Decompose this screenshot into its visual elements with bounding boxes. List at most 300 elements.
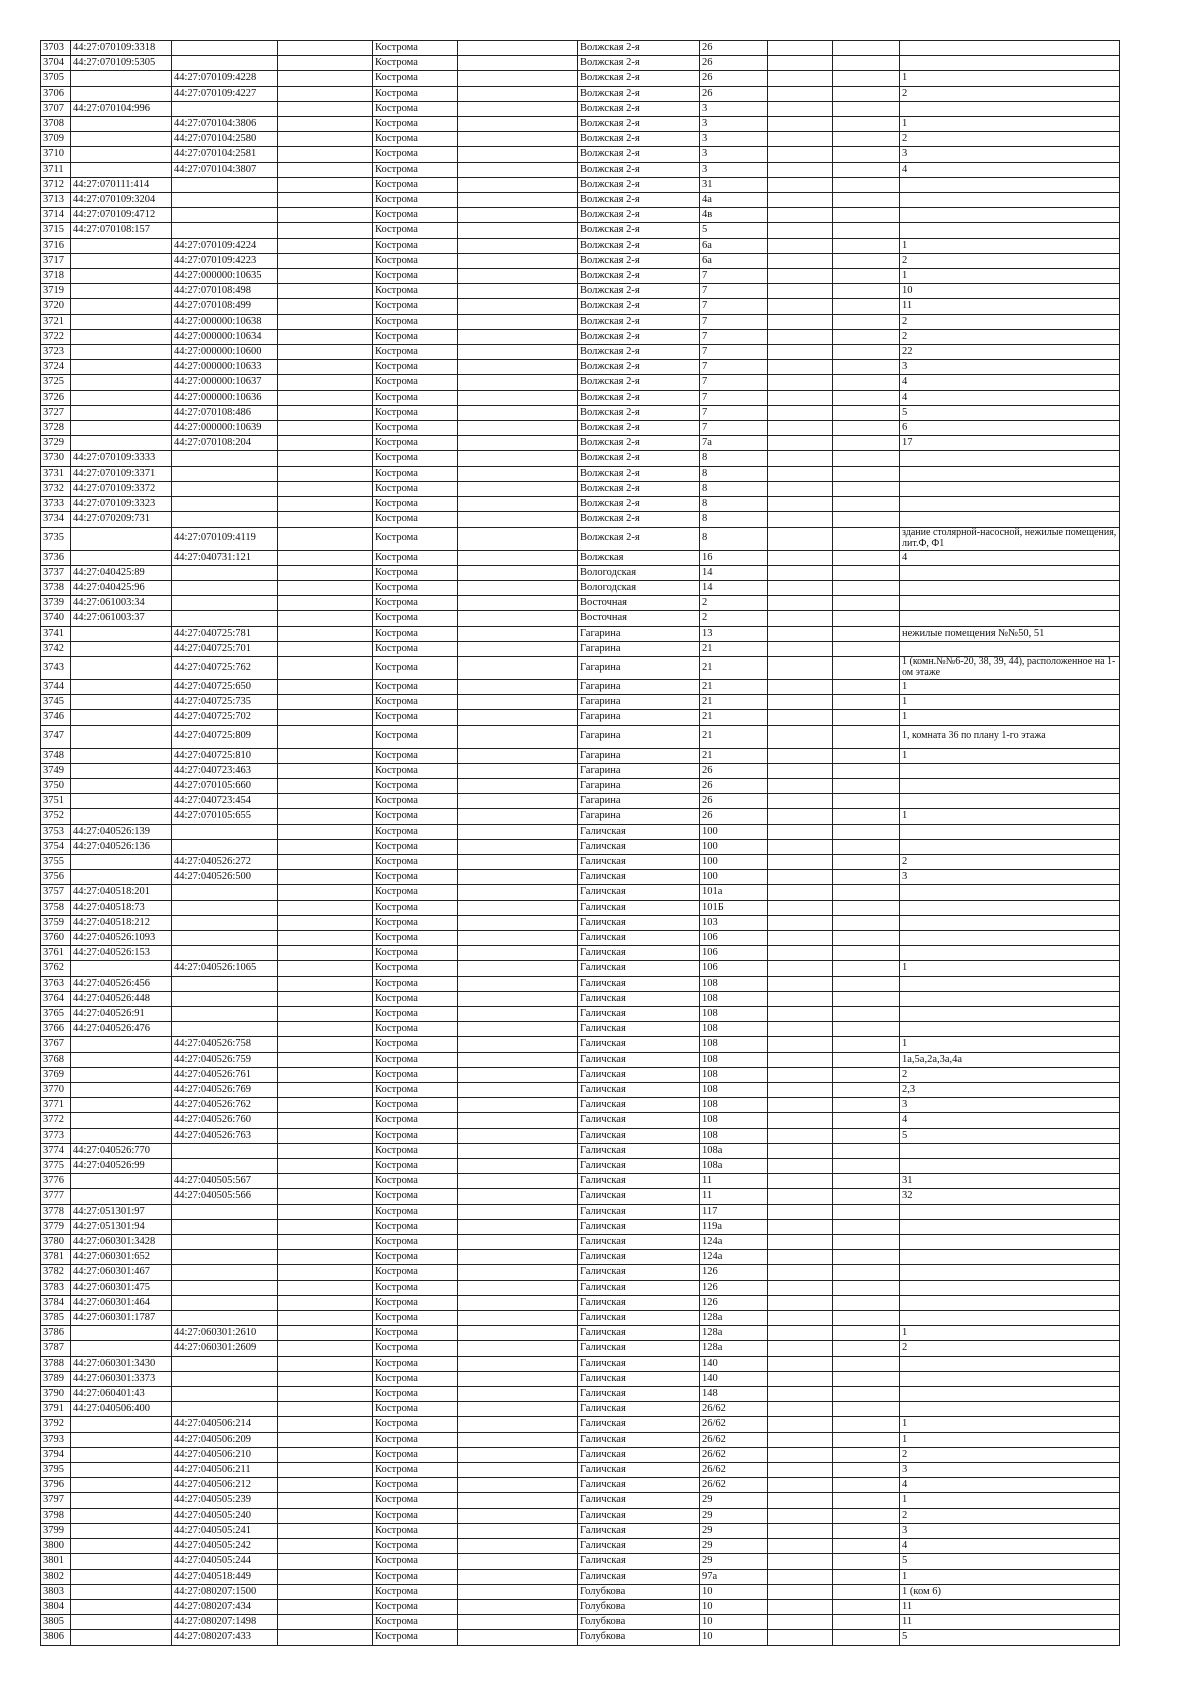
table-row [41, 162, 1120, 177]
blank-col-b-cell [458, 1478, 578, 1493]
premises-note-cell [900, 900, 1120, 915]
city-cell: Кострома [373, 132, 458, 147]
premises-note-cell [900, 565, 1120, 580]
premises-note-cell: 22 [900, 345, 1120, 360]
blank-col-a-cell [278, 512, 373, 527]
premises-note-cell: 2 [900, 854, 1120, 869]
street-cell: Галичская [578, 1159, 700, 1174]
street-cell: Галичская [578, 1083, 700, 1098]
parcel-cadastral-number-cell [71, 1493, 172, 1508]
row-number-cell: 3805 [41, 1615, 71, 1630]
house-number-cell: 8 [700, 466, 768, 481]
blank-col-b-cell [458, 345, 578, 360]
blank-col-a-cell [278, 626, 373, 641]
city-cell: Кострома [373, 193, 458, 208]
city-cell: Кострома [373, 101, 458, 116]
house-number-cell: 2 [700, 611, 768, 626]
object-cadastral-number-cell: 44:27:040506:210 [172, 1447, 278, 1462]
house-number-cell: 6а [700, 238, 768, 253]
row-number-cell: 3799 [41, 1523, 71, 1538]
blank-col-c-cell [768, 991, 833, 1006]
street-cell: Галичская [578, 1447, 700, 1462]
street-cell: Гагарина [578, 656, 700, 679]
premises-note-cell: 5 [900, 405, 1120, 420]
table-row [41, 1174, 1120, 1189]
street-cell: Волжская 2-я [578, 451, 700, 466]
premises-note-cell: 1 (комн.№№6-20, 38, 39, 44), расположенное на 1-ом этаже [900, 656, 1120, 679]
row-number-cell: 3765 [41, 1006, 71, 1021]
parcel-cadastral-number-cell [71, 748, 172, 763]
object-cadastral-number-cell: 44:27:070109:4227 [172, 86, 278, 101]
premises-note-cell: 1 [900, 238, 1120, 253]
blank-col-c-cell [768, 641, 833, 656]
premises-note-cell: 31 [900, 1174, 1120, 1189]
house-number-cell: 26 [700, 86, 768, 101]
blank-col-c-cell [768, 451, 833, 466]
blank-col-a-cell [278, 71, 373, 86]
house-number-cell: 101Б [700, 900, 768, 915]
blank-col-a-cell [278, 695, 373, 710]
blank-col-a-cell [278, 946, 373, 961]
object-cadastral-number-cell [172, 466, 278, 481]
city-cell: Кострома [373, 1083, 458, 1098]
house-number-cell: 7 [700, 390, 768, 405]
premises-note-cell [900, 1280, 1120, 1295]
table-row [41, 1006, 1120, 1021]
blank-col-b-cell [458, 512, 578, 527]
house-number-cell: 26/62 [700, 1478, 768, 1493]
blank-col-b-cell [458, 1052, 578, 1067]
table-row [41, 809, 1120, 824]
parcel-cadastral-number-cell: 44:27:060301:464 [71, 1295, 172, 1310]
premises-note-cell [900, 1356, 1120, 1371]
row-number-cell: 3790 [41, 1387, 71, 1402]
object-cadastral-number-cell: 44:27:040505:242 [172, 1539, 278, 1554]
row-number-cell: 3715 [41, 223, 71, 238]
parcel-cadastral-number-cell [71, 117, 172, 132]
object-cadastral-number-cell: 44:27:070108:498 [172, 284, 278, 299]
street-cell: Голубкова [578, 1599, 700, 1614]
city-cell: Кострома [373, 86, 458, 101]
premises-note-cell: 3 [900, 1463, 1120, 1478]
table-row [41, 1584, 1120, 1599]
table-row [41, 86, 1120, 101]
blank-col-c-cell [768, 596, 833, 611]
table-row [41, 269, 1120, 284]
blank-col-c-cell [768, 1599, 833, 1614]
street-cell: Галичская [578, 1128, 700, 1143]
blank-col-d-cell [833, 695, 900, 710]
row-number-cell: 3780 [41, 1235, 71, 1250]
street-cell: Волжская 2-я [578, 41, 700, 56]
object-cadastral-number-cell [172, 565, 278, 580]
street-cell: Галичская [578, 1265, 700, 1280]
row-number-cell: 3718 [41, 269, 71, 284]
blank-col-a-cell [278, 223, 373, 238]
table-row [41, 1615, 1120, 1630]
table-row [41, 1022, 1120, 1037]
object-cadastral-number-cell [172, 991, 278, 1006]
house-number-cell: 5 [700, 223, 768, 238]
premises-note-cell [900, 1387, 1120, 1402]
blank-col-d-cell [833, 565, 900, 580]
premises-note-cell: 4 [900, 550, 1120, 565]
street-cell: Волжская 2-я [578, 421, 700, 436]
blank-col-d-cell [833, 580, 900, 595]
blank-col-b-cell [458, 1402, 578, 1417]
blank-col-b-cell [458, 679, 578, 694]
premises-note-cell: 32 [900, 1189, 1120, 1204]
blank-col-a-cell [278, 1554, 373, 1569]
parcel-cadastral-number-cell [71, 1128, 172, 1143]
street-cell: Волжская 2-я [578, 269, 700, 284]
table-row [41, 854, 1120, 869]
blank-col-d-cell [833, 1204, 900, 1219]
row-number-cell: 3770 [41, 1083, 71, 1098]
table-row [41, 481, 1120, 496]
street-cell: Галичская [578, 1295, 700, 1310]
blank-col-a-cell [278, 885, 373, 900]
premises-note-cell: 4 [900, 162, 1120, 177]
city-cell: Кострома [373, 1067, 458, 1082]
blank-col-a-cell [278, 1584, 373, 1599]
blank-col-d-cell [833, 86, 900, 101]
object-cadastral-number-cell: 44:27:040506:214 [172, 1417, 278, 1432]
street-cell: Гагарина [578, 748, 700, 763]
blank-col-c-cell [768, 86, 833, 101]
table-row [41, 900, 1120, 915]
blank-col-b-cell [458, 1250, 578, 1265]
row-number-cell: 3783 [41, 1280, 71, 1295]
house-number-cell: 26/62 [700, 1417, 768, 1432]
blank-col-c-cell [768, 1083, 833, 1098]
house-number-cell: 148 [700, 1387, 768, 1402]
object-cadastral-number-cell: 44:27:040506:209 [172, 1432, 278, 1447]
blank-col-d-cell [833, 223, 900, 238]
street-cell: Галичская [578, 1052, 700, 1067]
house-number-cell: 26 [700, 56, 768, 71]
row-number-cell: 3787 [41, 1341, 71, 1356]
street-cell: Голубкова [578, 1615, 700, 1630]
premises-note-cell [900, 915, 1120, 930]
blank-col-b-cell [458, 1584, 578, 1599]
blank-col-b-cell [458, 1630, 578, 1645]
blank-col-d-cell [833, 839, 900, 854]
blank-col-d-cell [833, 763, 900, 778]
blank-col-a-cell [278, 41, 373, 56]
blank-col-a-cell [278, 1508, 373, 1523]
blank-col-c-cell [768, 1463, 833, 1478]
object-cadastral-number-cell: 44:27:040526:762 [172, 1098, 278, 1113]
blank-col-a-cell [278, 1189, 373, 1204]
blank-col-c-cell [768, 390, 833, 405]
house-number-cell: 108 [700, 1037, 768, 1052]
blank-col-b-cell [458, 253, 578, 268]
parcel-cadastral-number-cell [71, 679, 172, 694]
premises-note-cell [900, 1022, 1120, 1037]
premises-note-cell: 1 [900, 695, 1120, 710]
blank-col-b-cell [458, 421, 578, 436]
house-number-cell: 26 [700, 778, 768, 793]
premises-note-cell: 1 [900, 1037, 1120, 1052]
blank-col-d-cell [833, 193, 900, 208]
object-cadastral-number-cell [172, 885, 278, 900]
premises-note-cell: 4 [900, 1478, 1120, 1493]
parcel-cadastral-number-cell: 44:27:051301:97 [71, 1204, 172, 1219]
blank-col-b-cell [458, 809, 578, 824]
blank-col-b-cell [458, 314, 578, 329]
blank-col-b-cell [458, 390, 578, 405]
blank-col-b-cell [458, 854, 578, 869]
street-cell: Волжская 2-я [578, 177, 700, 192]
blank-col-c-cell [768, 71, 833, 86]
blank-col-b-cell [458, 284, 578, 299]
blank-col-c-cell [768, 1113, 833, 1128]
row-number-cell: 3729 [41, 436, 71, 451]
house-number-cell: 106 [700, 946, 768, 961]
blank-col-c-cell [768, 527, 833, 550]
blank-col-c-cell [768, 1006, 833, 1021]
blank-col-b-cell [458, 1295, 578, 1310]
blank-col-b-cell [458, 1463, 578, 1478]
house-number-cell: 21 [700, 679, 768, 694]
blank-col-c-cell [768, 1630, 833, 1645]
row-number-cell: 3792 [41, 1417, 71, 1432]
blank-col-d-cell [833, 976, 900, 991]
blank-col-c-cell [768, 839, 833, 854]
object-cadastral-number-cell [172, 1204, 278, 1219]
city-cell: Кострома [373, 900, 458, 915]
row-number-cell: 3797 [41, 1493, 71, 1508]
row-number-cell: 3733 [41, 497, 71, 512]
table-row [41, 497, 1120, 512]
blank-col-c-cell [768, 961, 833, 976]
blank-col-c-cell [768, 345, 833, 360]
object-cadastral-number-cell [172, 915, 278, 930]
premises-note-cell [900, 497, 1120, 512]
premises-note-cell [900, 1250, 1120, 1265]
blank-col-a-cell [278, 839, 373, 854]
row-number-cell: 3734 [41, 512, 71, 527]
blank-col-c-cell [768, 1341, 833, 1356]
blank-col-d-cell [833, 778, 900, 793]
premises-note-cell [900, 991, 1120, 1006]
object-cadastral-number-cell [172, 839, 278, 854]
city-cell: Кострома [373, 1265, 458, 1280]
street-cell: Галичская [578, 1235, 700, 1250]
blank-col-c-cell [768, 1265, 833, 1280]
blank-col-d-cell [833, 101, 900, 116]
blank-col-a-cell [278, 1615, 373, 1630]
row-number-cell: 3714 [41, 208, 71, 223]
row-number-cell: 3741 [41, 626, 71, 641]
street-cell: Гагарина [578, 809, 700, 824]
blank-col-a-cell [278, 1265, 373, 1280]
blank-col-d-cell [833, 1098, 900, 1113]
street-cell: Волжская 2-я [578, 512, 700, 527]
blank-col-a-cell [278, 1204, 373, 1219]
parcel-cadastral-number-cell: 44:27:040425:89 [71, 565, 172, 580]
blank-col-d-cell [833, 512, 900, 527]
blank-col-a-cell [278, 1417, 373, 1432]
row-number-cell: 3796 [41, 1478, 71, 1493]
object-cadastral-number-cell: 44:27:080207:433 [172, 1630, 278, 1645]
blank-col-c-cell [768, 1143, 833, 1158]
street-cell: Галичская [578, 1463, 700, 1478]
blank-col-c-cell [768, 147, 833, 162]
city-cell: Кострома [373, 641, 458, 656]
blank-col-c-cell [768, 1311, 833, 1326]
parcel-cadastral-number-cell [71, 1569, 172, 1584]
city-cell: Кострома [373, 1006, 458, 1021]
blank-col-a-cell [278, 1432, 373, 1447]
table-row [41, 1371, 1120, 1386]
table-row [41, 1417, 1120, 1432]
blank-col-b-cell [458, 1219, 578, 1234]
blank-col-d-cell [833, 1387, 900, 1402]
house-number-cell: 100 [700, 870, 768, 885]
premises-note-cell [900, 763, 1120, 778]
blank-col-b-cell [458, 1326, 578, 1341]
house-number-cell: 108 [700, 1022, 768, 1037]
street-cell: Галичская [578, 1174, 700, 1189]
object-cadastral-number-cell: 44:27:040526:272 [172, 854, 278, 869]
premises-note-cell [900, 794, 1120, 809]
object-cadastral-number-cell [172, 1022, 278, 1037]
row-number-cell: 3719 [41, 284, 71, 299]
table-row [41, 915, 1120, 930]
blank-col-b-cell [458, 1006, 578, 1021]
table-row [41, 961, 1120, 976]
blank-col-b-cell [458, 223, 578, 238]
blank-col-b-cell [458, 436, 578, 451]
premises-note-cell: 1 [900, 1493, 1120, 1508]
house-number-cell: 26/62 [700, 1463, 768, 1478]
object-cadastral-number-cell: 44:27:070108:499 [172, 299, 278, 314]
parcel-cadastral-number-cell: 44:27:040526:136 [71, 839, 172, 854]
house-number-cell: 106 [700, 961, 768, 976]
table-row [41, 177, 1120, 192]
table-row [41, 1265, 1120, 1280]
blank-col-d-cell [833, 147, 900, 162]
city-cell: Кострома [373, 71, 458, 86]
table-row [41, 466, 1120, 481]
object-cadastral-number-cell: 44:27:080207:1498 [172, 1615, 278, 1630]
blank-col-d-cell [833, 1599, 900, 1614]
blank-col-b-cell [458, 497, 578, 512]
object-cadastral-number-cell: 44:27:040725:650 [172, 679, 278, 694]
premises-note-cell: 17 [900, 436, 1120, 451]
parcel-cadastral-number-cell: 44:27:070209:731 [71, 512, 172, 527]
parcel-cadastral-number-cell [71, 1539, 172, 1554]
row-number-cell: 3778 [41, 1204, 71, 1219]
parcel-cadastral-number-cell [71, 1067, 172, 1082]
blank-col-a-cell [278, 1083, 373, 1098]
blank-col-c-cell [768, 809, 833, 824]
street-cell: Волжская 2-я [578, 375, 700, 390]
premises-note-cell [900, 930, 1120, 945]
blank-col-d-cell [833, 299, 900, 314]
premises-note-cell [900, 451, 1120, 466]
blank-col-b-cell [458, 162, 578, 177]
table-row [41, 132, 1120, 147]
blank-col-c-cell [768, 1371, 833, 1386]
house-number-cell: 126 [700, 1280, 768, 1295]
house-number-cell: 108 [700, 1083, 768, 1098]
blank-col-d-cell [833, 1447, 900, 1462]
blank-col-d-cell [833, 1250, 900, 1265]
parcel-cadastral-number-cell [71, 1052, 172, 1067]
parcel-cadastral-number-cell [71, 1098, 172, 1113]
city-cell: Кострома [373, 710, 458, 725]
object-cadastral-number-cell: 44:27:040518:449 [172, 1569, 278, 1584]
parcel-cadastral-number-cell [71, 527, 172, 550]
city-cell: Кострома [373, 946, 458, 961]
city-cell: Кострома [373, 1387, 458, 1402]
blank-col-b-cell [458, 991, 578, 1006]
blank-col-b-cell [458, 839, 578, 854]
street-cell: Галичская [578, 1006, 700, 1021]
blank-col-b-cell [458, 238, 578, 253]
parcel-cadastral-number-cell [71, 147, 172, 162]
premises-note-cell [900, 177, 1120, 192]
street-cell: Галичская [578, 1189, 700, 1204]
table-row [41, 596, 1120, 611]
street-cell: Галичская [578, 1554, 700, 1569]
city-cell: Кострома [373, 162, 458, 177]
table-row [41, 1189, 1120, 1204]
table-row [41, 1250, 1120, 1265]
street-cell: Гагарина [578, 641, 700, 656]
object-cadastral-number-cell: 44:27:070108:486 [172, 405, 278, 420]
row-number-cell: 3771 [41, 1098, 71, 1113]
blank-col-d-cell [833, 885, 900, 900]
blank-col-d-cell [833, 71, 900, 86]
premises-note-cell: 5 [900, 1630, 1120, 1645]
blank-col-b-cell [458, 725, 578, 748]
blank-col-c-cell [768, 900, 833, 915]
street-cell: Волжская 2-я [578, 314, 700, 329]
house-number-cell: 7 [700, 345, 768, 360]
table-row [41, 1113, 1120, 1128]
blank-col-a-cell [278, 1478, 373, 1493]
city-cell: Кострома [373, 1250, 458, 1265]
object-cadastral-number-cell [172, 930, 278, 945]
house-number-cell: 108 [700, 1067, 768, 1082]
house-number-cell: 3 [700, 101, 768, 116]
object-cadastral-number-cell [172, 497, 278, 512]
row-number-cell: 3784 [41, 1295, 71, 1310]
parcel-cadastral-number-cell [71, 1508, 172, 1523]
blank-col-a-cell [278, 253, 373, 268]
city-cell: Кострома [373, 794, 458, 809]
blank-col-a-cell [278, 1630, 373, 1645]
object-cadastral-number-cell [172, 1387, 278, 1402]
parcel-cadastral-number-cell [71, 854, 172, 869]
city-cell: Кострома [373, 314, 458, 329]
house-number-cell: 100 [700, 839, 768, 854]
row-number-cell: 3800 [41, 1539, 71, 1554]
row-number-cell: 3750 [41, 778, 71, 793]
row-number-cell: 3768 [41, 1052, 71, 1067]
city-cell: Кострома [373, 596, 458, 611]
table-row [41, 1295, 1120, 1310]
blank-col-d-cell [833, 1326, 900, 1341]
row-number-cell: 3754 [41, 839, 71, 854]
parcel-cadastral-number-cell [71, 299, 172, 314]
blank-col-d-cell [833, 1584, 900, 1599]
house-number-cell: 21 [700, 695, 768, 710]
